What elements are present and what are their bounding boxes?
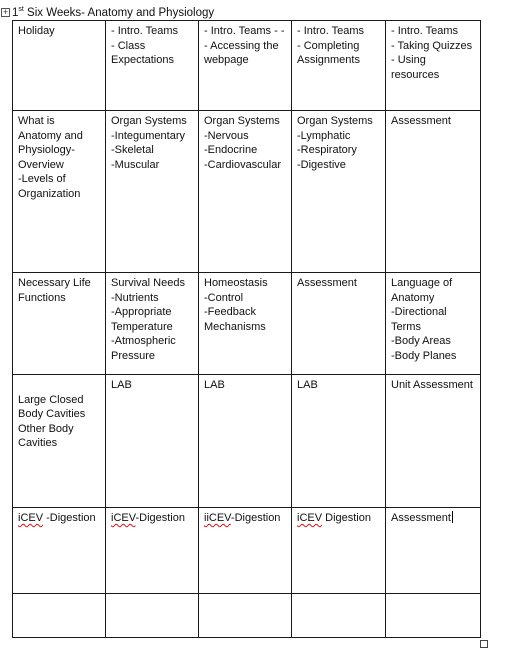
table-cell[interactable] [13, 273, 106, 375]
cell-text [297, 511, 380, 526]
cell-text: Cavities [18, 437, 58, 450]
schedule-table [12, 20, 481, 638]
table-cell[interactable] [106, 594, 199, 638]
cell-text: Anatomy [391, 291, 435, 304]
cell-text: - Intro. Teams [391, 25, 459, 37]
cell-text: -Control [204, 291, 244, 304]
cell-text: -Endocrine [204, 144, 258, 157]
table-cell[interactable] [199, 594, 292, 638]
cell-text: Other Body [18, 422, 74, 435]
table-cell[interactable] [13, 21, 106, 111]
table-row [13, 273, 481, 375]
table-cell[interactable] [199, 375, 292, 508]
table-row [13, 508, 481, 594]
table-cell[interactable] [292, 594, 386, 638]
document-title [12, 7, 214, 20]
cell-text: -Nutrients [111, 291, 159, 304]
cell-text: - Taking Quizzes [391, 39, 473, 52]
misspelled-word[interactable]: iiCEV [204, 512, 231, 524]
cell-text-rest: -Digestion [43, 512, 96, 524]
cell-text: - Accessing the [204, 39, 279, 52]
cell-text: Organ Systems [297, 115, 373, 127]
cell-text [391, 511, 475, 526]
cell-text-rest: Digestion [322, 512, 371, 524]
cell-text: -Respiratory [297, 144, 357, 157]
table-cell[interactable] [13, 508, 106, 594]
cell-text: -Directional [391, 306, 447, 319]
cell-text: - Completing [297, 39, 360, 52]
cell-text [111, 511, 193, 526]
cell-text: Physiology- [18, 144, 75, 157]
table-row [13, 375, 481, 508]
cell-text: Expectations [111, 54, 174, 67]
cell-text: -Nervous [204, 129, 249, 142]
table-row [13, 594, 481, 638]
cell-text: -Skeletal [111, 144, 154, 157]
table-cell[interactable] [386, 273, 481, 375]
cell-text: LAB [297, 379, 318, 391]
blank-line [18, 378, 100, 393]
cell-text: LAB [204, 379, 225, 391]
cell-text: -Integumentary [111, 129, 185, 142]
table-cell[interactable] [106, 375, 199, 508]
table-cell[interactable] [106, 21, 199, 111]
cell-text: webpage [204, 54, 249, 67]
cell-text: Mechanisms [204, 320, 266, 333]
table-cell[interactable] [292, 508, 386, 594]
cell-text: What is [18, 115, 55, 127]
cell-text: Unit Assessment [391, 379, 473, 391]
cell-text: Anatomy and [18, 129, 83, 142]
cell-text: Overview [18, 158, 64, 171]
cell-text: Organization [18, 187, 81, 200]
table-cell[interactable] [292, 21, 386, 111]
cell-text-value: Assessment [391, 512, 451, 524]
table-row [13, 111, 481, 273]
cell-text: -Cardiovascular [204, 158, 282, 171]
text-cursor [452, 511, 453, 523]
cell-text: Assessment [297, 277, 357, 289]
cell-text: resources [391, 68, 440, 81]
cell-text: Holiday [18, 25, 55, 37]
cell-text: Terms [391, 320, 421, 333]
cell-text [204, 511, 286, 526]
table-cell[interactable] [106, 508, 199, 594]
cell-text: - Intro. Teams [297, 25, 365, 37]
misspelled-word[interactable]: iCEV [111, 512, 136, 524]
table-cell[interactable] [292, 375, 386, 508]
cell-text: Large Closed [18, 393, 84, 406]
table-cell[interactable] [199, 111, 292, 273]
cell-text: -Atmospheric [111, 335, 176, 348]
cell-text: -Appropriate [111, 306, 172, 319]
table-row [13, 21, 481, 111]
cell-text: -Muscular [111, 158, 160, 171]
cell-text-rest: -Digestion [230, 512, 281, 524]
cell-text: Body Cavities [18, 408, 86, 421]
table-cell[interactable] [13, 594, 106, 638]
cell-text: Organ Systems [111, 115, 187, 127]
cell-text: -Feedback [204, 306, 256, 319]
table-resize-handle-icon[interactable] [480, 640, 488, 648]
cell-text: - Intro. Teams - - [204, 25, 285, 37]
cell-text: -Levels of [18, 173, 66, 186]
cell-text: LAB [111, 379, 132, 391]
table-cell[interactable] [13, 375, 106, 508]
table-cell[interactable] [292, 273, 386, 375]
table-cell[interactable] [386, 508, 481, 594]
cell-text: Homeostasis [204, 277, 268, 289]
table-cell[interactable] [386, 111, 481, 273]
cell-text: Assignments [297, 54, 360, 67]
title-text: Six Weeks- Anatomy and Physiology [23, 7, 215, 19]
table-cell[interactable] [199, 21, 292, 111]
cell-text: - Intro. Teams [111, 25, 179, 37]
table-cell[interactable] [106, 273, 199, 375]
table-move-handle-icon[interactable]: + [2, 7, 9, 17]
cell-text: Necessary Life [18, 277, 91, 289]
cell-text: Functions [18, 291, 66, 304]
table-cell[interactable] [199, 508, 292, 594]
cell-text: -Digestive [297, 158, 346, 171]
cell-text: Pressure [111, 349, 156, 362]
title-number: 1 [12, 7, 19, 19]
cell-text [18, 511, 100, 526]
table-cell[interactable] [386, 21, 481, 111]
cell-text: Temperature [111, 320, 173, 333]
table-cell[interactable] [199, 273, 292, 375]
misspelled-word[interactable]: iCEV [18, 512, 44, 524]
misspelled-word[interactable]: iCEV [297, 512, 323, 524]
cell-text: Assessment [391, 115, 451, 127]
title-ordinal-suffix: st [18, 6, 24, 14]
cell-text: -Body Planes [391, 349, 457, 362]
cell-text-rest: -Digestion [135, 512, 185, 524]
table-cell[interactable] [292, 111, 386, 273]
cell-text: Language of [391, 277, 453, 289]
cell-text: Organ Systems [204, 115, 280, 127]
cell-text: -Body Areas [391, 335, 451, 348]
cell-text: Survival Needs [111, 277, 185, 289]
cell-text: - Using [391, 54, 426, 67]
table-cell[interactable] [106, 111, 199, 273]
table-cell[interactable] [386, 594, 481, 638]
cell-text: -Lymphatic [297, 129, 351, 142]
table-cell[interactable] [386, 375, 481, 508]
cell-text: - Class [111, 39, 146, 52]
table-cell[interactable] [13, 111, 106, 273]
